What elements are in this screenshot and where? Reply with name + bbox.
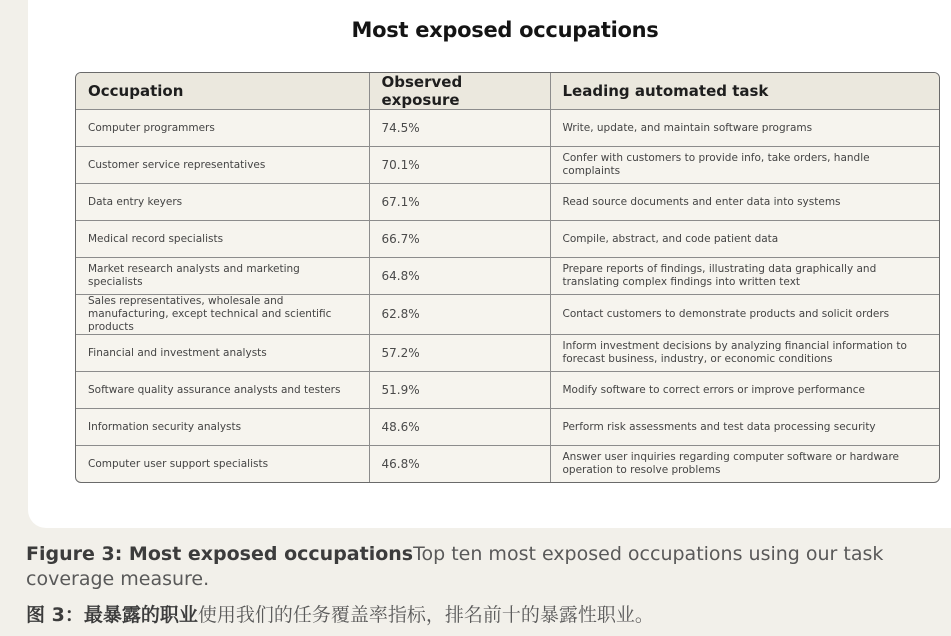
column-header-occupation: Occupation [76,73,369,110]
occupation-cell: Market research analysts and marketing specialists [76,258,369,295]
occupation-cell: Customer service representatives [76,147,369,184]
task-cell: Inform investment decisions by analyzing financial information to forecast business, industry, or economic conditions [550,335,939,372]
table-row [76,110,939,147]
column-header-exposure: Observed exposure [369,73,550,110]
table-row [76,372,939,409]
task-cell: Contact customers to demonstrate products and solicit orders [550,295,939,335]
caption-label-chinese: 图 3：最暴露的职业 [26,604,198,626]
task-cell: Confer with customers to provide info, take orders, handle complaints [550,147,939,184]
figure-caption [26,542,926,592]
occupation-cell: Computer programmers [76,110,369,147]
exposure-cell: 66.7% [369,221,550,258]
exposure-cell: 51.9% [369,372,550,409]
exposure-cell: 62.8% [369,295,550,335]
occupation-cell: Financial and investment analysts [76,335,369,372]
occupation-cell: Sales representatives, wholesale and manufacturing, except technical and scientific products [76,295,369,335]
occupation-cell: Information security analysts [76,409,369,446]
table-row [76,295,939,335]
task-cell: Answer user inquiries regarding computer software or hardware operation to resolve problems [550,446,939,483]
exposure-cell: 46.8% [369,446,550,483]
table-row [76,409,939,446]
task-cell: Modify software to correct errors or improve performance [550,372,939,409]
column-header-task: Leading automated task [550,73,939,110]
exposure-cell: 70.1% [369,147,550,184]
exposure-cell: 57.2% [369,335,550,372]
exposure-cell: 74.5% [369,110,550,147]
occupation-cell: Software quality assurance analysts and testers [76,372,369,409]
task-cell: Write, update, and maintain software programs [550,110,939,147]
occupation-cell: Computer user support specialists [76,446,369,483]
table-row [76,446,939,483]
table-row [76,147,939,184]
exposure-cell: 67.1% [369,184,550,221]
figure-title: Most exposed occupations [351,18,659,42]
caption-label: Figure 3: Most exposed occupations [26,543,414,565]
table-row [76,258,939,295]
occupation-cell: Data entry keyers [76,184,369,221]
table-row [76,221,939,258]
task-cell: Read source documents and enter data into systems [550,184,939,221]
task-cell: Prepare reports of findings, illustrating data graphically and translating complex findings into written text [550,258,939,295]
task-cell: Compile, abstract, and code patient data [550,221,939,258]
caption-text-chinese: 使用我们的任务覆盖率指标，排名前十的暴露性职业。 [197,604,654,626]
table-header-row [76,73,939,110]
table-row [76,184,939,221]
occupations-table [75,72,940,483]
occupation-cell: Medical record specialists [76,221,369,258]
task-cell: Perform risk assessments and test data processing security [550,409,939,446]
exposure-cell: 48.6% [369,409,550,446]
exposure-cell: 64.8% [369,258,550,295]
caption-text: Top ten most exposed occupations using our task coverage measure. [26,543,884,590]
table-row [76,335,939,372]
figure-caption-chinese [26,603,926,628]
